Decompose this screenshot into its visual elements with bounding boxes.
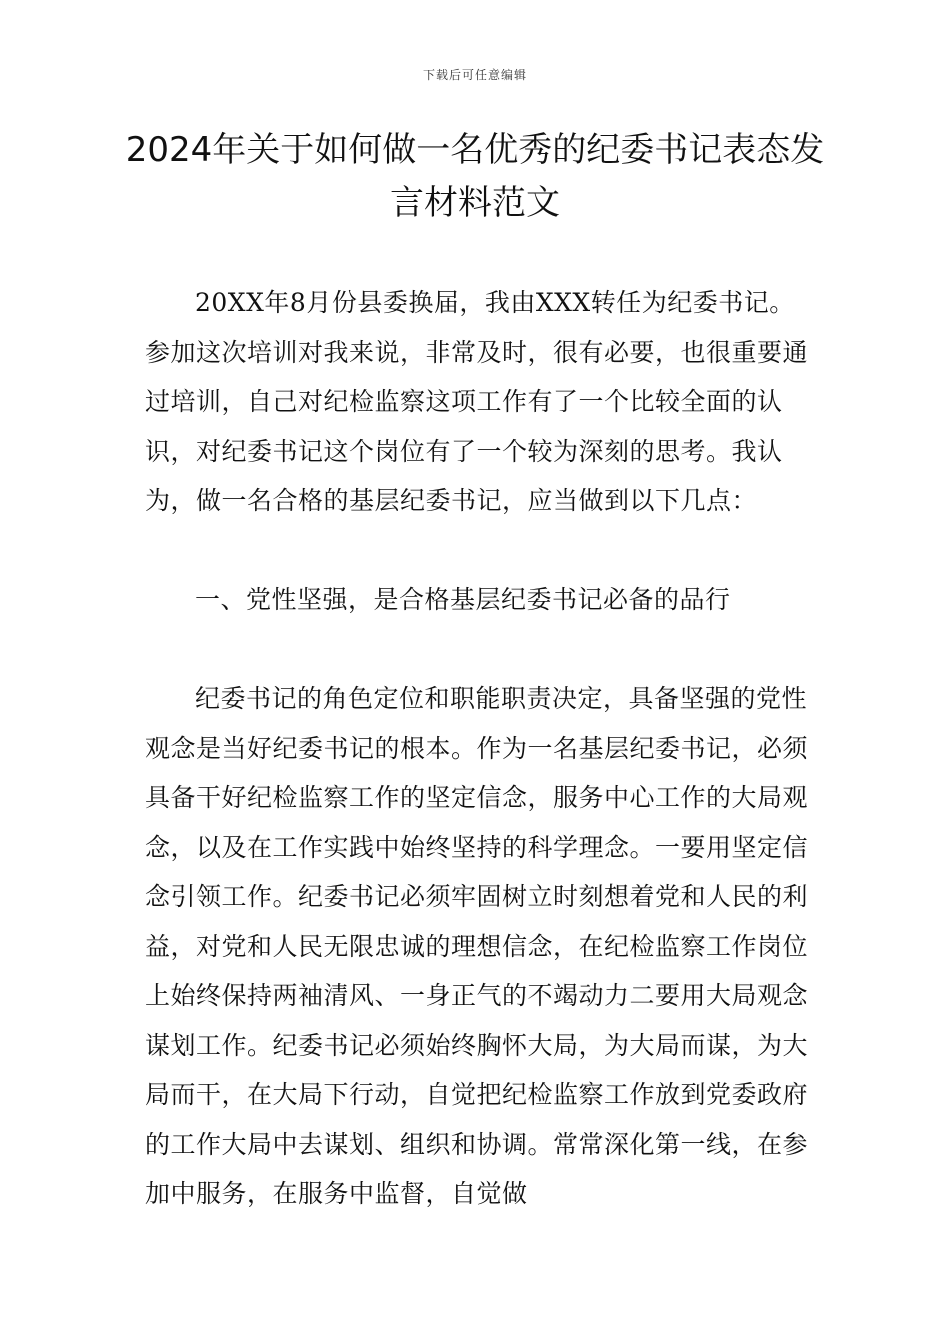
document-title: 2024年关于如何做一名优秀的纪委书记表态发言材料范文 (125, 130, 825, 223)
paragraph-section-1 (145, 674, 810, 1219)
paragraph-intro (145, 278, 810, 526)
section-heading-1 (145, 575, 810, 625)
paragraph-text: 纪委书记的角色定位和职能职责决定，具备坚强的党性观念是当好纪委书记的根本。作为一名基层纪委书记，必须具备干好纪检监察工作的坚定信念，服务中心工作的大局观念，以及在工作实践中始终坚持的科学理念。一要用坚定信念引领工作。纪委书记必须牢固树立时刻想着党和人民的利益，对党和人民无限忠诚的理想信念，在纪检监察工作岗位上始终保持两袖清风、一身正气的不竭动力二要用大局观念谋划工作。纪委书记必须始终胸怀大局，为大局而谋，为大局而干，在大局下行动，自觉把纪检监察工作放到党委政府的工作大局中去谋划、组织和协调。常常深化第一线，在参加中服务，在服务中监督，自觉做 (145, 684, 809, 1208)
section-heading-text: 一、党性坚强，是合格基层纪委书记必备的品行 (195, 585, 731, 614)
paragraph-text: 20XX年8月份县委换届，我由XXX转任为纪委书记。参加这次培训对我来说，非常及时，很有必要，也很重要通过培训，自己对纪检监察这项工作有了一个比较全面的认识，对纪委书记这个岗位有了一个较为深刻的思考。我认为，做一名合格的基层纪委书记，应当做到以下几点： (145, 288, 809, 515)
header-note: 下载后可任意编辑 (422, 68, 527, 82)
